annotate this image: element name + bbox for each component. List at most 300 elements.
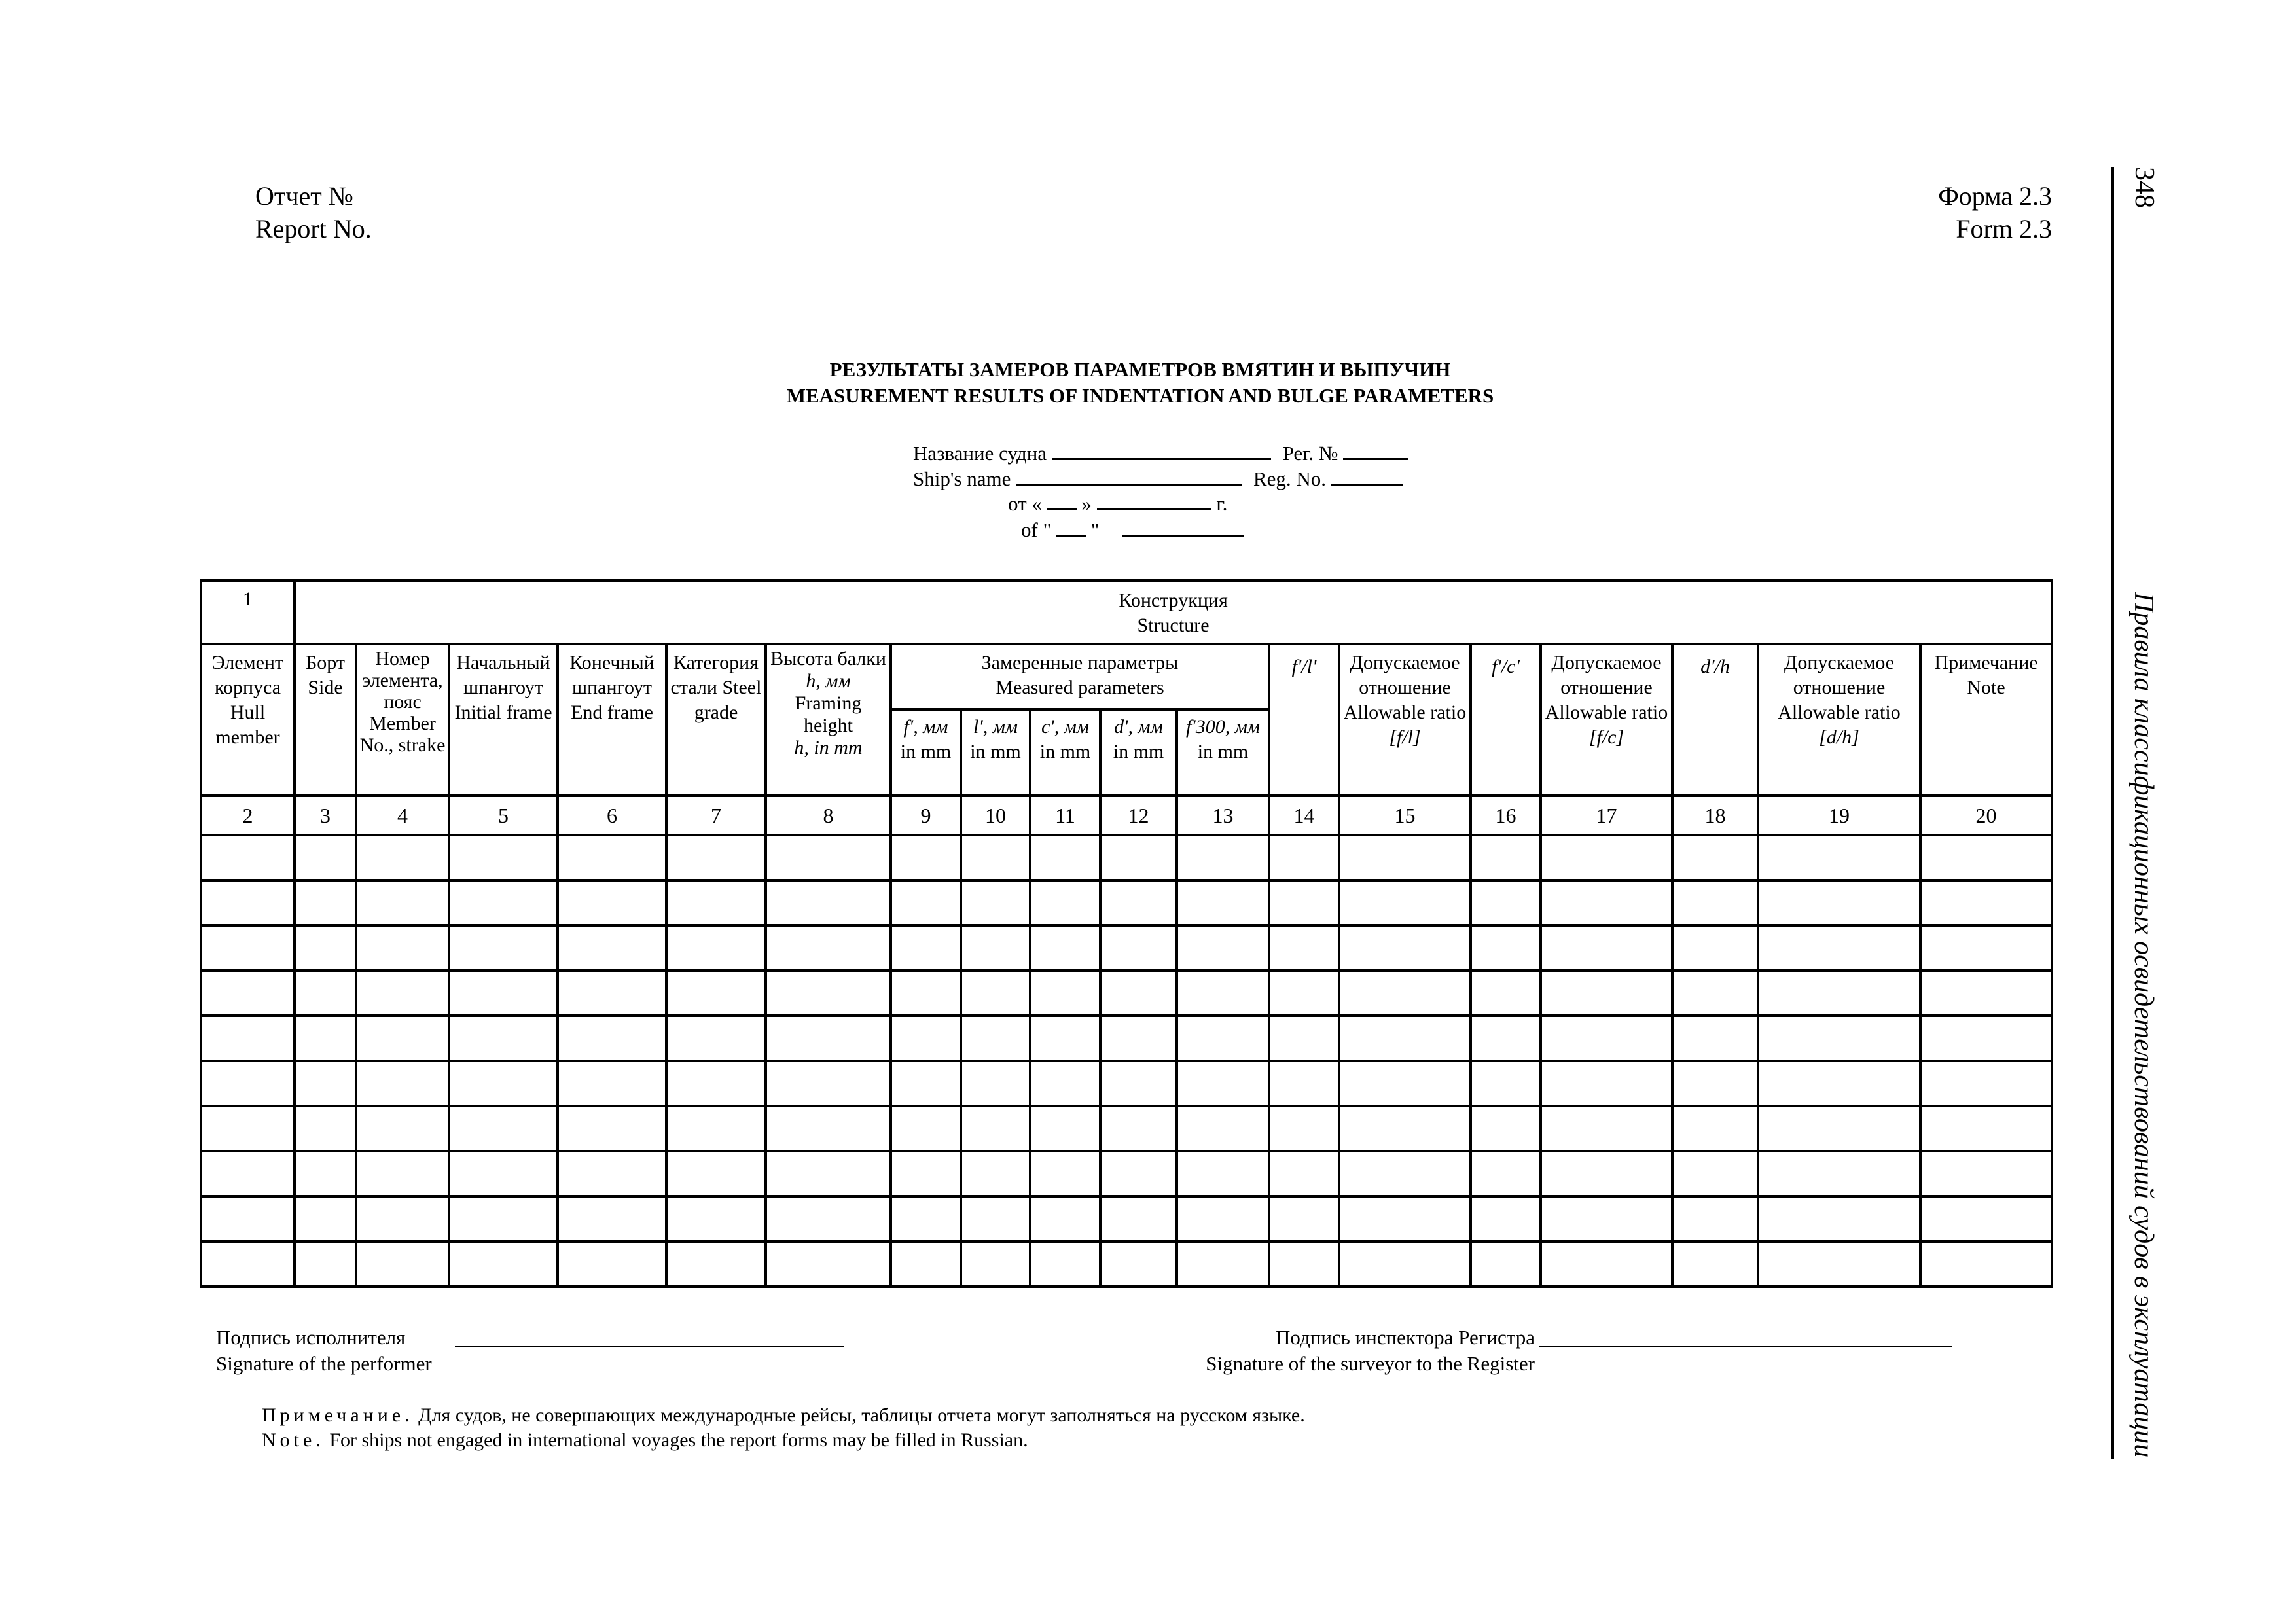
- table-cell[interactable]: [1541, 1061, 1672, 1106]
- performer-signature-line[interactable]: [455, 1346, 844, 1347]
- date-row-ru: [1008, 491, 1227, 517]
- table-cell[interactable]: [1177, 1151, 1269, 1196]
- table-cell[interactable]: [1672, 835, 1758, 880]
- table-cell[interactable]: [961, 1061, 1030, 1106]
- table-cell[interactable]: [1339, 1241, 1471, 1287]
- table-cell[interactable]: [356, 925, 449, 971]
- table-row: [201, 880, 2052, 925]
- table-cell[interactable]: [1758, 1106, 1920, 1151]
- reg-label-ru: Рег. №: [1282, 442, 1338, 465]
- table-cell[interactable]: [201, 925, 295, 971]
- table-cell[interactable]: [295, 925, 356, 971]
- table-cell[interactable]: [356, 1196, 449, 1241]
- running-title: Правила классификационных освидетельствований судов в эксплуатации: [2128, 592, 2159, 1458]
- surveyor-signature-line[interactable]: [1539, 1346, 1952, 1347]
- table-cell[interactable]: [1177, 1016, 1269, 1061]
- table-cell[interactable]: [356, 1151, 449, 1196]
- end-frame-header: Конечный шпангоут End frame: [558, 644, 666, 796]
- date-month-field-ru[interactable]: [1097, 493, 1211, 510]
- table-cell[interactable]: [1471, 1241, 1541, 1287]
- table-cell[interactable]: [356, 1061, 449, 1106]
- table-cell[interactable]: [1030, 1061, 1100, 1106]
- form-number-en: Form 2.3: [1956, 214, 2052, 243]
- table-cell[interactable]: [1758, 1151, 1920, 1196]
- table-cell[interactable]: [1920, 880, 2052, 925]
- table-cell[interactable]: [1030, 1106, 1100, 1151]
- table-cell[interactable]: [1100, 925, 1177, 971]
- allowable-dh-header: [1758, 644, 1920, 796]
- date-prefix-en: of ": [1021, 518, 1052, 541]
- table-cell[interactable]: [1672, 1196, 1758, 1241]
- page-title: [0, 357, 2288, 409]
- column-number-cell: 2: [201, 796, 295, 835]
- table-cell[interactable]: [1269, 971, 1339, 1016]
- table-cell[interactable]: [1758, 971, 1920, 1016]
- table-cell[interactable]: [1100, 1151, 1177, 1196]
- table-cell[interactable]: [1269, 1196, 1339, 1241]
- footnote: [262, 1403, 1305, 1453]
- table-cell[interactable]: [1177, 971, 1269, 1016]
- table-cell[interactable]: [1471, 1196, 1541, 1241]
- column-number-cell: 7: [666, 796, 766, 835]
- framing-height-en-unit: h, in mm: [794, 737, 863, 758]
- allowable-fl-ru: Допускаемое отношение: [1350, 652, 1460, 698]
- table-cell[interactable]: [1177, 1241, 1269, 1287]
- table-cell[interactable]: [1758, 880, 1920, 925]
- note-header-en: Note: [1967, 677, 2005, 698]
- table-cell[interactable]: [558, 1106, 666, 1151]
- table-cell[interactable]: [201, 1241, 295, 1287]
- table-cell[interactable]: [1100, 1196, 1177, 1241]
- table-cell[interactable]: [1030, 1196, 1100, 1241]
- table-cell[interactable]: [1920, 971, 2052, 1016]
- table-cell[interactable]: [1920, 1196, 2052, 1241]
- structure-en: Structure: [1137, 615, 1210, 636]
- table-cell[interactable]: [1030, 1241, 1100, 1287]
- allowable-dh-en: Allowable ratio: [1778, 702, 1901, 723]
- column-number-cell: 10: [961, 796, 1030, 835]
- table-cell[interactable]: [1030, 835, 1100, 880]
- table-cell[interactable]: [201, 1196, 295, 1241]
- table-cell[interactable]: [1339, 1106, 1471, 1151]
- footnote-ru: [262, 1403, 1305, 1428]
- table-cell[interactable]: [1672, 1061, 1758, 1106]
- framing-height-header: [766, 644, 891, 796]
- hull-member-header: Элемент корпуса Hull member: [201, 644, 295, 796]
- table-cell[interactable]: [666, 925, 766, 971]
- table-cell[interactable]: [891, 1016, 961, 1061]
- table-cell[interactable]: [449, 835, 558, 880]
- table-cell[interactable]: [201, 835, 295, 880]
- col1-number: 1: [201, 580, 295, 644]
- column-number-cell: 8: [766, 796, 891, 835]
- table-cell[interactable]: [666, 1106, 766, 1151]
- table-row: [201, 1106, 2052, 1151]
- date-month-field-en[interactable]: [1122, 519, 1244, 537]
- table-cell[interactable]: [766, 1061, 891, 1106]
- table-cell[interactable]: [449, 1241, 558, 1287]
- allowable-fc-header: [1541, 644, 1672, 796]
- date-mid-en: ": [1090, 518, 1100, 541]
- table-cell[interactable]: [961, 1106, 1030, 1151]
- table-cell[interactable]: [356, 1241, 449, 1287]
- d-mm-label: d', мм: [1114, 716, 1163, 738]
- table-cell[interactable]: [1100, 1106, 1177, 1151]
- column-number-cell: 11: [1030, 796, 1100, 835]
- steel-grade-header: Категория стали Steel grade: [666, 644, 766, 796]
- table-cell[interactable]: [1269, 835, 1339, 880]
- table-cell[interactable]: [961, 835, 1030, 880]
- column-number-cell: 15: [1339, 796, 1471, 835]
- table-cell[interactable]: [449, 1106, 558, 1151]
- footnote-ru-label: Примечание.: [262, 1404, 414, 1426]
- table-cell[interactable]: [449, 1151, 558, 1196]
- table-cell[interactable]: [201, 880, 295, 925]
- table-cell[interactable]: [961, 1241, 1030, 1287]
- table-cell[interactable]: [1030, 880, 1100, 925]
- table-cell[interactable]: [356, 835, 449, 880]
- table-cell[interactable]: [1758, 835, 1920, 880]
- table-cell[interactable]: [666, 1241, 766, 1287]
- table-cell[interactable]: [201, 1061, 295, 1106]
- f300-mm-label: f'300, мм: [1185, 716, 1261, 738]
- member-no-header: Номер элемента, пояс Member No., strake: [356, 644, 449, 796]
- table-cell[interactable]: [1672, 1016, 1758, 1061]
- table-cell[interactable]: [1920, 1106, 2052, 1151]
- table-row: [201, 1016, 2052, 1061]
- table-cell[interactable]: [1920, 1016, 2052, 1061]
- table-cell[interactable]: [1672, 1106, 1758, 1151]
- table-row: [201, 1151, 2052, 1196]
- table-cell[interactable]: [1672, 1151, 1758, 1196]
- table-cell[interactable]: [1339, 925, 1471, 971]
- table-cell[interactable]: [1177, 1106, 1269, 1151]
- table-cell[interactable]: [1177, 1061, 1269, 1106]
- table-cell[interactable]: [1339, 1016, 1471, 1061]
- table-cell[interactable]: [1100, 1061, 1177, 1106]
- table-cell[interactable]: [1100, 1016, 1177, 1061]
- measured-params-en: Measured parameters: [996, 677, 1164, 698]
- table-cell[interactable]: [449, 1061, 558, 1106]
- table-cell[interactable]: [1471, 1061, 1541, 1106]
- table-cell[interactable]: [1339, 835, 1471, 880]
- date-day-field-en[interactable]: [1056, 519, 1086, 537]
- ship-name-label-ru: Название судна: [913, 442, 1047, 465]
- table-cell[interactable]: [961, 925, 1030, 971]
- allowable-fl-en: Allowable ratio: [1343, 702, 1467, 723]
- table-cell[interactable]: [558, 1241, 666, 1287]
- column-number-cell: 18: [1672, 796, 1758, 835]
- table-cell[interactable]: [891, 835, 961, 880]
- table-cell[interactable]: [1920, 1151, 2052, 1196]
- table-cell[interactable]: [201, 1106, 295, 1151]
- table-cell[interactable]: [766, 1016, 891, 1061]
- table-cell[interactable]: [1541, 1241, 1672, 1287]
- table-cell[interactable]: [961, 1016, 1030, 1061]
- table-cell[interactable]: [766, 835, 891, 880]
- table-cell[interactable]: [1177, 925, 1269, 971]
- allowable-fl-header: [1339, 644, 1471, 796]
- structure-row: [201, 580, 2052, 644]
- table-cell[interactable]: [1541, 971, 1672, 1016]
- l-mm-label: l', мм: [973, 716, 1018, 738]
- table-cell[interactable]: [1920, 925, 2052, 971]
- page-title-en: MEASUREMENT RESULTS OF INDENTATION AND BULGE PARAMETERS: [786, 384, 1494, 407]
- f-mm-unit: in mm: [900, 741, 952, 762]
- table-cell[interactable]: [1541, 1016, 1672, 1061]
- table-cell[interactable]: [1177, 880, 1269, 925]
- table-cell[interactable]: [201, 971, 295, 1016]
- report-number-label: [255, 180, 372, 245]
- side-header: Борт Side: [295, 644, 356, 796]
- table-cell[interactable]: [961, 971, 1030, 1016]
- table-cell[interactable]: [558, 835, 666, 880]
- table-cell[interactable]: [666, 1151, 766, 1196]
- table-cell[interactable]: [1541, 925, 1672, 971]
- note-header-ru: Примечание: [1934, 652, 2038, 673]
- table-cell[interactable]: [766, 1106, 891, 1151]
- structure-ru: Конструкция: [1119, 590, 1228, 611]
- table-cell[interactable]: [961, 1196, 1030, 1241]
- column-number-cell: 4: [356, 796, 449, 835]
- table-cell[interactable]: [558, 880, 666, 925]
- table-cell[interactable]: [1269, 1061, 1339, 1106]
- table-cell[interactable]: [1672, 971, 1758, 1016]
- table-cell[interactable]: [766, 1196, 891, 1241]
- ship-name-field-en[interactable]: [1016, 468, 1242, 486]
- table-row: [201, 925, 2052, 971]
- table-cell[interactable]: [1471, 1016, 1541, 1061]
- table-cell[interactable]: [891, 1061, 961, 1106]
- column-number-cell: 6: [558, 796, 666, 835]
- table-cell[interactable]: [1541, 880, 1672, 925]
- table-cell[interactable]: [1100, 835, 1177, 880]
- column-number-cell: 9: [891, 796, 961, 835]
- table-cell[interactable]: [1672, 880, 1758, 925]
- ship-name-row-ru: [913, 440, 1408, 467]
- reg-field-ru[interactable]: [1343, 442, 1408, 460]
- table-cell[interactable]: [295, 1061, 356, 1106]
- footnote-en-text: For ships not engaged in international voyages the report forms may be filled in Russian.: [329, 1429, 1028, 1451]
- table-cell[interactable]: [1100, 1241, 1177, 1287]
- surveyor-signature: [1172, 1325, 1535, 1377]
- table-cell[interactable]: [1269, 1016, 1339, 1061]
- table-cell[interactable]: [449, 971, 558, 1016]
- table-cell[interactable]: [1269, 1106, 1339, 1151]
- table-cell[interactable]: [766, 1241, 891, 1287]
- ship-name-field-ru[interactable]: [1052, 442, 1271, 460]
- table-cell[interactable]: [201, 1016, 295, 1061]
- table-cell[interactable]: [1269, 1151, 1339, 1196]
- column-number-row: [201, 796, 2052, 835]
- table-cell[interactable]: [666, 1061, 766, 1106]
- table-cell[interactable]: [891, 971, 961, 1016]
- c-mm-label: c', мм: [1041, 716, 1090, 738]
- table-cell[interactable]: [558, 1196, 666, 1241]
- table-cell[interactable]: [1758, 1016, 1920, 1061]
- allowable-fc-en: Allowable ratio: [1545, 702, 1668, 723]
- date-mid-ru: »: [1081, 492, 1092, 515]
- initial-frame-header: Начальный шпангоут Initial frame: [449, 644, 558, 796]
- table-cell[interactable]: [558, 925, 666, 971]
- allowable-fc-value: [f/c]: [1588, 726, 1624, 748]
- table-row: [201, 971, 2052, 1016]
- table-cell[interactable]: [1177, 835, 1269, 880]
- table-cell[interactable]: [666, 880, 766, 925]
- table-cell[interactable]: [1100, 880, 1177, 925]
- table-cell[interactable]: [449, 880, 558, 925]
- note-header: [1920, 644, 2052, 796]
- table-cell[interactable]: [1471, 925, 1541, 971]
- reg-label-en: Reg. No.: [1253, 467, 1326, 490]
- table-cell[interactable]: [295, 1241, 356, 1287]
- performer-signature-ru: Подпись исполнителя: [216, 1326, 406, 1349]
- table-cell[interactable]: [666, 1016, 766, 1061]
- table-cell[interactable]: [1100, 971, 1177, 1016]
- c-mm-header: [1030, 709, 1100, 796]
- table-cell[interactable]: [449, 1196, 558, 1241]
- table-cell[interactable]: [1030, 971, 1100, 1016]
- table-cell[interactable]: [1339, 1151, 1471, 1196]
- table-row: [201, 1061, 2052, 1106]
- table-cell[interactable]: [891, 880, 961, 925]
- f300-mm-header: [1177, 709, 1269, 796]
- l-mm-header: [961, 709, 1030, 796]
- performer-signature: [216, 1325, 432, 1377]
- table-cell[interactable]: [295, 835, 356, 880]
- table-cell[interactable]: [891, 1106, 961, 1151]
- table-cell[interactable]: [356, 1016, 449, 1061]
- allowable-dh-ru: Допускаемое отношение: [1784, 652, 1895, 698]
- table-cell[interactable]: [1920, 1061, 2052, 1106]
- table-cell[interactable]: [295, 880, 356, 925]
- report-number-ru: Отчет №: [255, 181, 353, 211]
- table-cell[interactable]: [1471, 1106, 1541, 1151]
- table-cell[interactable]: [1030, 925, 1100, 971]
- f-mm-label: f', мм: [903, 716, 948, 738]
- table-cell[interactable]: [766, 1151, 891, 1196]
- table-cell[interactable]: [1471, 1151, 1541, 1196]
- table-cell[interactable]: [766, 971, 891, 1016]
- f-mm-header: [891, 709, 961, 796]
- table-cell[interactable]: [1269, 1241, 1339, 1287]
- table-cell[interactable]: [1471, 835, 1541, 880]
- framing-height-en: Framing height: [795, 692, 862, 736]
- table-cell[interactable]: [449, 925, 558, 971]
- table-cell[interactable]: [1339, 1196, 1471, 1241]
- table-cell[interactable]: [1269, 925, 1339, 971]
- table-cell[interactable]: [1541, 835, 1672, 880]
- surveyor-signature-ru: Подпись инспектора Регистра: [1275, 1326, 1535, 1349]
- header-row-1: [201, 644, 2052, 709]
- table-cell[interactable]: [1541, 1196, 1672, 1241]
- table-cell[interactable]: [201, 1151, 295, 1196]
- reg-field-en[interactable]: [1331, 468, 1403, 486]
- table-cell[interactable]: [891, 1196, 961, 1241]
- table-cell[interactable]: [1471, 971, 1541, 1016]
- table-cell[interactable]: [295, 1151, 356, 1196]
- allowable-dh-value: [d/h]: [1819, 726, 1859, 748]
- form-number-label: [1931, 180, 2052, 245]
- table-cell[interactable]: [1758, 925, 1920, 971]
- table-cell[interactable]: [961, 1151, 1030, 1196]
- footnote-en-label: Note.: [262, 1429, 325, 1451]
- table-cell[interactable]: [666, 971, 766, 1016]
- measured-params-header: [891, 644, 1269, 709]
- table-cell[interactable]: [295, 1106, 356, 1151]
- f-c-header: f'/c': [1471, 644, 1541, 796]
- column-number-cell: 3: [295, 796, 356, 835]
- d-mm-header: [1100, 709, 1177, 796]
- table-cell[interactable]: [666, 835, 766, 880]
- l-mm-unit: in mm: [970, 741, 1021, 762]
- table-cell[interactable]: [1030, 1016, 1100, 1061]
- table-cell[interactable]: [766, 880, 891, 925]
- footnote-en: [262, 1428, 1305, 1453]
- d-mm-unit: in mm: [1113, 741, 1164, 762]
- table-cell[interactable]: [558, 1061, 666, 1106]
- performer-signature-en: Signature of the performer: [216, 1352, 432, 1375]
- table-cell[interactable]: [1920, 1241, 2052, 1287]
- table-cell[interactable]: [1030, 1151, 1100, 1196]
- table-cell[interactable]: [1758, 1241, 1920, 1287]
- table-cell[interactable]: [1672, 925, 1758, 971]
- report-number-en: Report No.: [255, 214, 372, 243]
- table-cell[interactable]: [356, 880, 449, 925]
- table-cell[interactable]: [356, 971, 449, 1016]
- table-row: [201, 1241, 2052, 1287]
- table-cell[interactable]: [891, 1151, 961, 1196]
- table-cell[interactable]: [1541, 1106, 1672, 1151]
- footnote-ru-text: Для судов, не совершающих международные рейсы, таблицы отчета могут заполняться на русском языке.: [418, 1404, 1305, 1426]
- table-cell[interactable]: [295, 1196, 356, 1241]
- table-cell[interactable]: [558, 1016, 666, 1061]
- table-cell[interactable]: [1339, 1061, 1471, 1106]
- table-cell[interactable]: [961, 880, 1030, 925]
- date-day-field-ru[interactable]: [1047, 493, 1077, 510]
- table-cell[interactable]: [1177, 1196, 1269, 1241]
- surveyor-signature-en: Signature of the surveyor to the Register: [1206, 1352, 1535, 1375]
- table-cell[interactable]: [1471, 880, 1541, 925]
- table-cell[interactable]: [295, 971, 356, 1016]
- column-number-cell: 5: [449, 796, 558, 835]
- table-cell[interactable]: [891, 925, 961, 971]
- table-cell[interactable]: [1339, 880, 1471, 925]
- table-cell[interactable]: [1920, 835, 2052, 880]
- d-h-header: d'/h: [1672, 644, 1758, 796]
- table-cell[interactable]: [891, 1241, 961, 1287]
- table-cell[interactable]: [558, 971, 666, 1016]
- table-cell[interactable]: [766, 925, 891, 971]
- page-number-box: [2121, 167, 2173, 219]
- table-cell[interactable]: [356, 1106, 449, 1151]
- table-cell[interactable]: [295, 1016, 356, 1061]
- table-cell[interactable]: [1541, 1151, 1672, 1196]
- table-cell[interactable]: [558, 1151, 666, 1196]
- column-number-cell: 17: [1541, 796, 1672, 835]
- table-cell[interactable]: [1339, 971, 1471, 1016]
- table-cell[interactable]: [1758, 1196, 1920, 1241]
- table-cell[interactable]: [1758, 1061, 1920, 1106]
- column-number-cell: 12: [1100, 796, 1177, 835]
- table-cell[interactable]: [1672, 1241, 1758, 1287]
- table-cell[interactable]: [449, 1016, 558, 1061]
- table-cell[interactable]: [1269, 880, 1339, 925]
- ship-name-label-en: Ship's name: [913, 467, 1011, 490]
- column-number-cell: 13: [1177, 796, 1269, 835]
- framing-height-ru: Высота балки: [770, 648, 886, 669]
- table-cell[interactable]: [666, 1196, 766, 1241]
